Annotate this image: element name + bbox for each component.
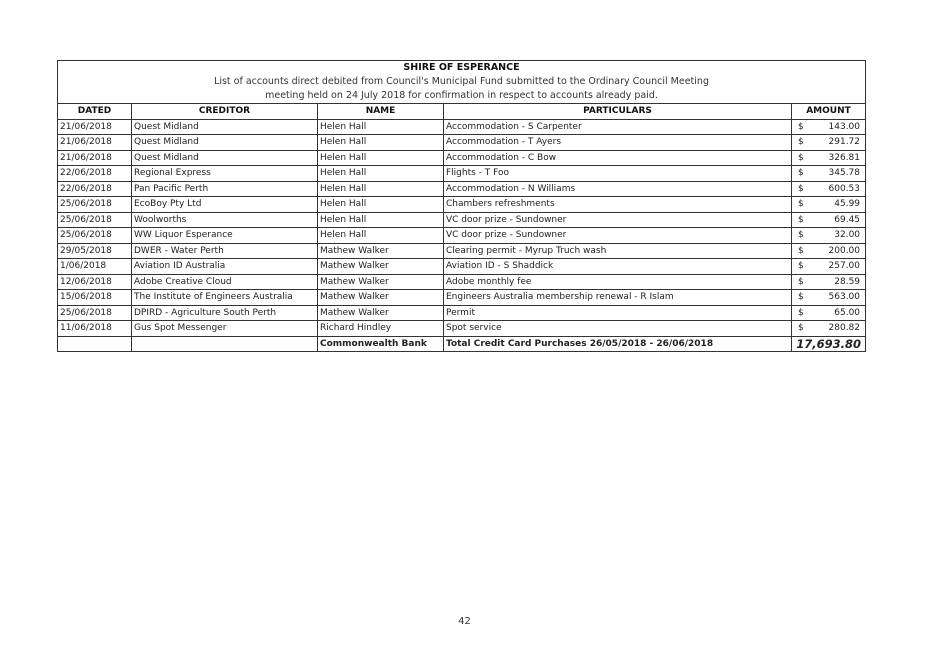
- cell-creditor: Regional Express: [132, 166, 318, 182]
- cell-particulars: Clearing permit - Myrup Truch wash: [444, 243, 792, 259]
- amount-value: 280.82: [828, 323, 861, 333]
- total-name: Commonwealth Bank: [318, 336, 444, 352]
- cell-amount: [792, 119, 866, 135]
- cell-dated: 21/06/2018: [58, 150, 132, 166]
- currency-symbol: $: [798, 230, 804, 240]
- cell-creditor: Quest Midland: [132, 119, 318, 135]
- cell-name: Mathew Walker: [318, 274, 444, 290]
- cell-blank: [132, 336, 318, 352]
- table-row: [58, 243, 866, 259]
- currency-symbol: $: [798, 199, 804, 209]
- cell-creditor: The Institute of Engineers Australia: [132, 290, 318, 306]
- cell-name: Helen Hall: [318, 212, 444, 228]
- cell-particulars: Accommodation - S Carpenter: [444, 119, 792, 135]
- amount-value: 326.81: [828, 152, 861, 163]
- currency-symbol: $: [798, 152, 804, 163]
- table-row: [58, 305, 866, 321]
- amount-value: 143.00: [828, 121, 861, 132]
- cell-particulars: Accommodation - N Williams: [444, 181, 792, 197]
- cell-creditor: Adobe Creative Cloud: [132, 274, 318, 290]
- cell-amount: [792, 290, 866, 306]
- cell-name: Mathew Walker: [318, 243, 444, 259]
- amount-value: 563.00: [828, 292, 861, 302]
- amount-value: 600.53: [828, 183, 861, 194]
- cell-particulars: VC door prize - Sundowner: [444, 228, 792, 244]
- amount-value: 65.00: [834, 307, 861, 318]
- cell-amount: [792, 135, 866, 151]
- currency-symbol: $: [798, 214, 804, 225]
- cell-amount: [792, 150, 866, 166]
- cell-name: Helen Hall: [318, 181, 444, 197]
- column-header-amount: AMOUNT: [792, 104, 866, 120]
- table-row: [58, 181, 866, 197]
- amount-value: 45.99: [834, 199, 861, 209]
- table-row: [58, 321, 866, 337]
- amount-value: 291.72: [828, 137, 861, 147]
- column-header-row: [58, 104, 866, 120]
- cell-blank: [58, 336, 132, 352]
- table-row: [58, 212, 866, 228]
- currency-symbol: $: [798, 168, 804, 178]
- cell-name: Mathew Walker: [318, 290, 444, 306]
- table-row: [58, 150, 866, 166]
- cell-amount: [792, 274, 866, 290]
- cell-particulars: Flights - T Foo: [444, 166, 792, 182]
- cell-creditor: Pan Pacific Perth: [132, 181, 318, 197]
- cell-name: Helen Hall: [318, 119, 444, 135]
- cell-amount: [792, 321, 866, 337]
- cell-creditor: Woolworths: [132, 212, 318, 228]
- total-amount: 17,693.80: [792, 336, 866, 352]
- amount-value: 257.00: [828, 261, 861, 271]
- total-particulars: Total Credit Card Purchases 26/05/2018 - 26/06/2018: [444, 336, 792, 352]
- table-row: [58, 166, 866, 182]
- cell-particulars: Adobe monthly fee: [444, 274, 792, 290]
- amount-value: 200.00: [828, 245, 861, 256]
- currency-symbol: $: [798, 292, 804, 302]
- column-header-dated: DATED: [58, 104, 132, 120]
- column-header-particulars: PARTICULARS: [444, 104, 792, 120]
- currency-symbol: $: [798, 323, 804, 333]
- amount-value: 32.00: [834, 230, 861, 240]
- accounts-table: [57, 60, 866, 352]
- currency-symbol: $: [798, 183, 804, 194]
- cell-dated: 29/05/2018: [58, 243, 132, 259]
- cell-amount: [792, 212, 866, 228]
- cell-name: Richard Hindley: [318, 321, 444, 337]
- cell-particulars: VC door prize - Sundowner: [444, 212, 792, 228]
- cell-creditor: WW Liquor Esperance: [132, 228, 318, 244]
- cell-dated: 11/06/2018: [58, 321, 132, 337]
- cell-dated: 21/06/2018: [58, 135, 132, 151]
- currency-symbol: $: [798, 261, 804, 271]
- currency-symbol: $: [798, 137, 804, 147]
- cell-creditor: DPIRD - Agriculture South Perth: [132, 305, 318, 321]
- table-row: [58, 290, 866, 306]
- cell-dated: 22/06/2018: [58, 181, 132, 197]
- cell-name: Mathew Walker: [318, 305, 444, 321]
- currency-symbol: $: [798, 121, 804, 132]
- cell-particulars: Accommodation - C Bow: [444, 150, 792, 166]
- cell-dated: 15/06/2018: [58, 290, 132, 306]
- amount-value: 345.78: [828, 168, 861, 178]
- cell-creditor: DWER - Water Perth: [132, 243, 318, 259]
- cell-creditor: Quest Midland: [132, 135, 318, 151]
- total-row: [58, 336, 866, 352]
- cell-name: Helen Hall: [318, 135, 444, 151]
- cell-particulars: Engineers Australia membership renewal - R Islam: [444, 290, 792, 306]
- cell-amount: [792, 197, 866, 213]
- cell-amount: [792, 181, 866, 197]
- table-row: [58, 259, 866, 275]
- cell-particulars: Aviation ID - S Shaddick: [444, 259, 792, 275]
- cell-amount: [792, 305, 866, 321]
- table-row: [58, 228, 866, 244]
- cell-amount: [792, 166, 866, 182]
- currency-symbol: $: [798, 307, 804, 318]
- cell-name: Helen Hall: [318, 166, 444, 182]
- cell-creditor: Aviation ID Australia: [132, 259, 318, 275]
- cell-amount: [792, 243, 866, 259]
- currency-symbol: $: [798, 245, 804, 256]
- table-row: [58, 135, 866, 151]
- table-row: [58, 274, 866, 290]
- cell-particulars: Chambers refreshments: [444, 197, 792, 213]
- currency-symbol: $: [798, 276, 804, 287]
- cell-creditor: EcoBoy Pty Ltd: [132, 197, 318, 213]
- cell-dated: 25/06/2018: [58, 228, 132, 244]
- cell-dated: 21/06/2018: [58, 119, 132, 135]
- cell-dated: 25/06/2018: [58, 305, 132, 321]
- amount-value: 69.45: [834, 214, 861, 225]
- cell-amount: [792, 228, 866, 244]
- page-number: 42: [458, 616, 471, 627]
- cell-dated: 25/06/2018: [58, 212, 132, 228]
- document-subtitle-line1: List of accounts direct debited from Council's Municipal Fund submitted to the Ordinary Council Meeting: [58, 75, 866, 89]
- document-title: SHIRE OF ESPERANCE: [58, 61, 866, 76]
- cell-dated: 1/06/2018: [58, 259, 132, 275]
- cell-particulars: Accommodation - T Ayers: [444, 135, 792, 151]
- amount-value: 28.59: [834, 276, 861, 287]
- cell-name: Helen Hall: [318, 150, 444, 166]
- table-row: [58, 119, 866, 135]
- cell-name: Helen Hall: [318, 197, 444, 213]
- table-row: [58, 197, 866, 213]
- cell-dated: 12/06/2018: [58, 274, 132, 290]
- column-header-name: NAME: [318, 104, 444, 120]
- cell-dated: 22/06/2018: [58, 166, 132, 182]
- cell-amount: [792, 259, 866, 275]
- cell-particulars: Spot service: [444, 321, 792, 337]
- cell-name: Mathew Walker: [318, 259, 444, 275]
- cell-dated: 25/06/2018: [58, 197, 132, 213]
- cell-name: Helen Hall: [318, 228, 444, 244]
- cell-particulars: Permit: [444, 305, 792, 321]
- document-subtitle-line2: meeting held on 24 July 2018 for confirmation in respect to accounts already paid.: [58, 89, 866, 104]
- cell-creditor: Gus Spot Messenger: [132, 321, 318, 337]
- cell-creditor: Quest Midland: [132, 150, 318, 166]
- column-header-creditor: CREDITOR: [132, 104, 318, 120]
